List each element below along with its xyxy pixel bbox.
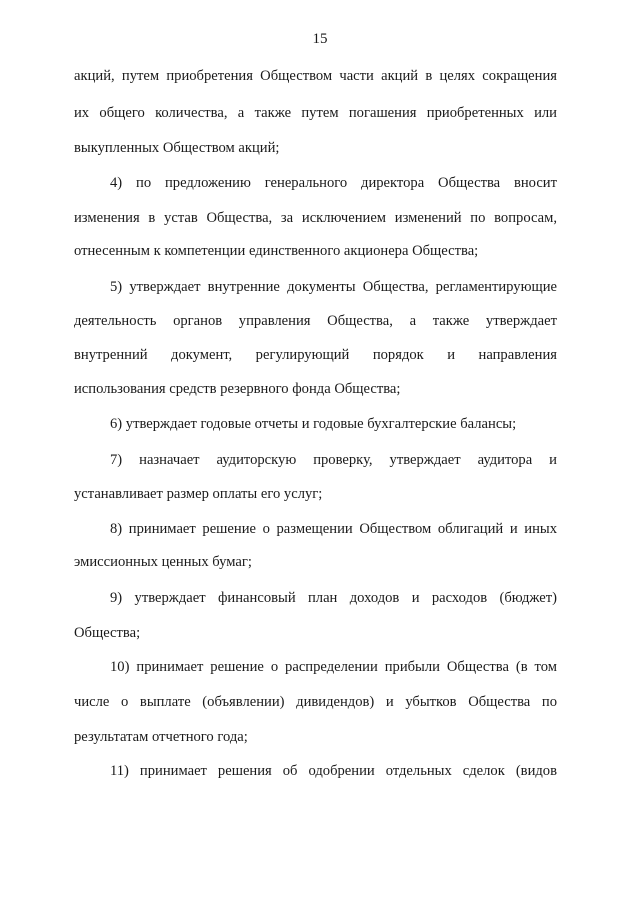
text-line: 9) утверждает финансовый план доходов и расходов (бюджет) [110, 590, 557, 606]
text-line: 7) назначает аудиторскую проверку, утверждает аудитора и [110, 452, 557, 468]
text-line: использования средств резервного фонда Общества; [74, 381, 401, 397]
text-line: числе о выплате (объявлении) дивидендов) и убытков Общества по [74, 694, 557, 710]
text-line: изменения в устав Общества, за исключением изменений по вопросам, [74, 210, 557, 226]
text-line: 8) принимает решение о размещении Обществом облигаций и иных [110, 521, 557, 537]
text-line: выкупленных Обществом акций; [74, 140, 280, 156]
text-line: внутренний документ, регулирующий порядок и направления [74, 347, 557, 363]
text-line: деятельность органов управления Общества, а также утверждает [74, 313, 557, 329]
text-line: акций, путем приобретения Обществом части акций в целях сокращения [74, 68, 557, 84]
text-line: 4) по предложению генерального директора Общества вносит [110, 175, 557, 191]
text-line: Общества; [74, 625, 141, 641]
text-line: эмиссионных ценных бумаг; [74, 554, 252, 570]
page-number: 15 [312, 31, 328, 47]
text-line: устанавливает размер оплаты его услуг; [74, 486, 323, 502]
text-line: результатам отчетного года; [74, 729, 248, 745]
text-line: 11) принимает решения об одобрении отдельных сделок (видов [110, 763, 557, 779]
text-line: 5) утверждает внутренние документы Общества, регламентирующие [110, 279, 557, 295]
text-line: отнесенным к компетенции единственного акционера Общества; [74, 243, 479, 259]
text-line: 10) принимает решение о распределении прибыли Общества (в том [110, 659, 557, 675]
text-line: их общего количества, а также путем погашения приобретенных или [74, 105, 557, 121]
text-line: 6) утверждает годовые отчеты и годовые бухгалтерские балансы; [110, 416, 517, 432]
